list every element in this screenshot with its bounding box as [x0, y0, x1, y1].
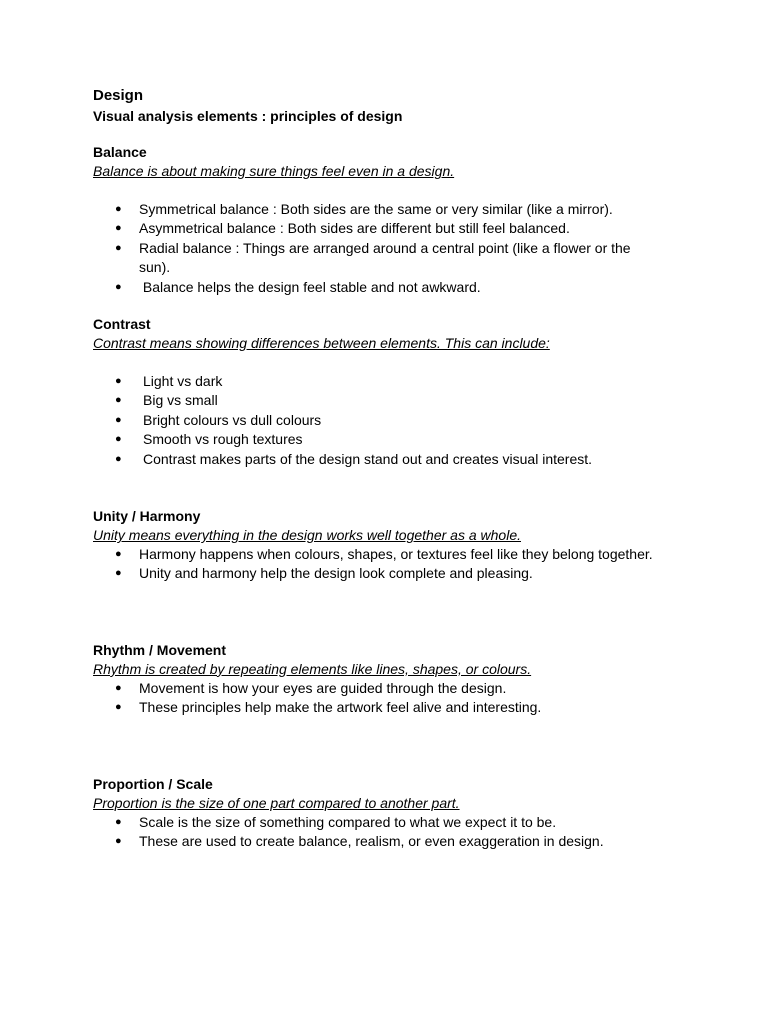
- list-item-text: Symmetrical balance : Both sides are the same or very similar (like a mirror).: [139, 201, 613, 217]
- section-heading-rhythm: Rhythm / Movement: [93, 641, 227, 658]
- section-unity-harmony: [93, 507, 733, 584]
- section-balance: [93, 143, 733, 297]
- list-item: [93, 219, 683, 238]
- section-intro-rhythm: Rhythm is created by repeating elements like lines, shapes, or colours.: [93, 660, 532, 677]
- section-rhythm-movement: [93, 641, 733, 718]
- bullet-icon: ●: [115, 681, 122, 694]
- list-item-text: These are used to create balance, realism, or even exaggeration in design.: [139, 833, 604, 850]
- bullet-list-contrast: [93, 372, 733, 469]
- list-item: [93, 430, 733, 449]
- list-item: [93, 450, 733, 469]
- bullet-icon: ●: [115, 433, 122, 446]
- document-page: [93, 86, 733, 852]
- section-contrast: [93, 315, 733, 469]
- section-heading-proportion: Proportion / Scale: [93, 775, 213, 792]
- section-intro-proportion: Proportion is the size of one part compared to another part.: [93, 794, 460, 811]
- bullet-icon: ●: [115, 701, 122, 714]
- list-item: [93, 545, 653, 564]
- bullet-icon: ●: [115, 413, 122, 426]
- list-item-text: Radial balance : Things are arranged around a central point (like a flower or the sun).: [139, 239, 631, 276]
- list-item-text: Unity and harmony help the design look complete and pleasing.: [139, 565, 533, 582]
- section-intro-contrast: Contrast means showing differences between elements. This can include:: [93, 335, 550, 352]
- bullet-list-unity: [93, 545, 653, 584]
- list-item-text: Balance helps the design feel stable and not awkward.: [139, 278, 481, 295]
- list-item-text: These principles help make the artwork feel alive and interesting.: [139, 699, 542, 716]
- bullet-icon: ●: [115, 548, 122, 561]
- list-item-text: Big vs small: [143, 392, 218, 409]
- bullet-list-balance: [93, 200, 683, 297]
- list-item: [93, 200, 683, 219]
- bullet-list-rhythm: [93, 679, 733, 718]
- list-item: [93, 278, 683, 297]
- bullet-icon: ●: [115, 375, 122, 388]
- list-item: [93, 372, 733, 391]
- bullet-list-proportion: [93, 813, 733, 852]
- list-item-text: Harmony happens when colours, shapes, or textures feel like they belong together.: [139, 546, 653, 563]
- list-item-text: Light vs dark: [143, 373, 223, 390]
- list-item: [93, 813, 733, 832]
- section-heading-balance: Balance: [93, 144, 147, 160]
- list-item: [93, 391, 733, 410]
- bullet-icon: ●: [115, 394, 122, 407]
- section-intro-balance: Balance is about making sure things feel even in a design.: [93, 163, 455, 179]
- document-subtitle: Visual analysis elements : principles of design: [93, 108, 403, 124]
- list-item: [93, 679, 733, 698]
- section-intro-unity: Unity means everything in the design works well together as a whole.: [93, 527, 521, 544]
- list-item: [93, 411, 733, 430]
- list-item: [93, 698, 733, 717]
- bullet-icon: ●: [115, 567, 122, 580]
- list-item-text: Smooth vs rough textures: [143, 431, 303, 448]
- bullet-icon: ●: [115, 835, 122, 848]
- list-item-text: Contrast makes parts of the design stand out and creates visual interest.: [143, 450, 593, 467]
- list-item: [93, 832, 733, 851]
- bullet-icon: ●: [115, 280, 122, 293]
- bullet-icon: ●: [115, 452, 122, 465]
- list-item-text: Bright colours vs dull colours: [143, 411, 322, 428]
- bullet-icon: ●: [115, 222, 122, 235]
- document-title: Design: [93, 87, 144, 104]
- bullet-icon: ●: [115, 241, 122, 254]
- list-item-text: Asymmetrical balance : Both sides are different but still feel balanced.: [139, 220, 570, 237]
- list-item-text: Movement is how your eyes are guided through the design.: [139, 679, 507, 696]
- section-proportion-scale: [93, 775, 733, 852]
- list-item: [93, 239, 639, 278]
- section-heading-unity: Unity / Harmony: [93, 508, 201, 525]
- list-item: [93, 564, 653, 583]
- section-heading-contrast: Contrast: [93, 316, 151, 333]
- list-item-text: Scale is the size of something compared to what we expect it to be.: [139, 813, 557, 830]
- bullet-icon: ●: [115, 815, 122, 828]
- bullet-icon: ●: [115, 203, 122, 215]
